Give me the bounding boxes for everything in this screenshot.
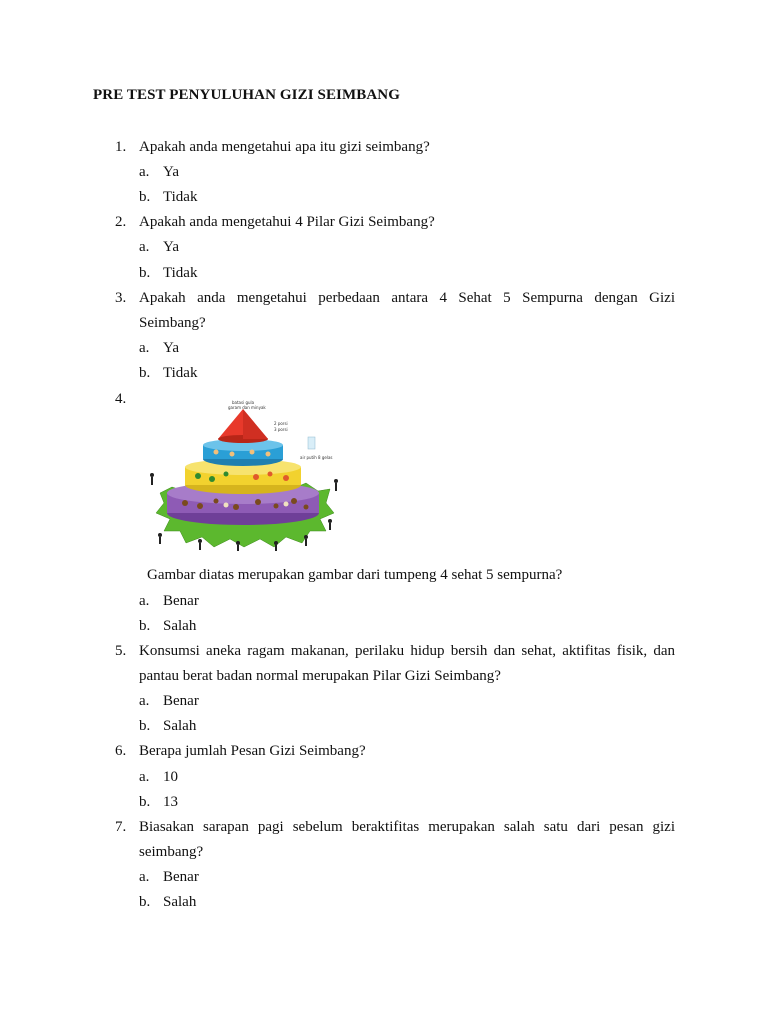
option-letter: a. bbox=[139, 164, 150, 180]
question-6-text: Berapa jumlah Pesan Gizi Seimbang? bbox=[139, 743, 366, 759]
option-text: 10 bbox=[163, 769, 178, 785]
option-letter: a. bbox=[139, 340, 150, 356]
option-letter: a. bbox=[139, 593, 150, 609]
option-text: Salah bbox=[163, 894, 197, 910]
option-text: Ya bbox=[163, 239, 179, 255]
question-7-text-line2: seimbang? bbox=[139, 844, 204, 860]
question-4-caption: Gambar diatas merupakan gambar dari tumpeng 4 sehat 5 sempurna? bbox=[147, 567, 563, 583]
option-letter: a. bbox=[139, 869, 150, 885]
question-5-text-line2: pantau berat badan normal merupakan Pilar Gizi Seimbang? bbox=[139, 668, 501, 684]
document-title: PRE TEST PENYULUHAN GIZI SEIMBANG bbox=[93, 87, 400, 103]
option-text: Benar bbox=[163, 693, 199, 709]
svg-text:3 porsi: 3 porsi bbox=[274, 427, 288, 432]
question-3-text-line2: Seimbang? bbox=[139, 315, 206, 331]
question-1-number: 1. bbox=[115, 139, 127, 155]
question-4-number: 4. bbox=[115, 391, 127, 407]
option-letter: b. bbox=[139, 265, 151, 281]
option-text: Tidak bbox=[163, 189, 198, 205]
option-letter: b. bbox=[139, 189, 151, 205]
question-7-number: 7. bbox=[115, 819, 127, 835]
option-text: Benar bbox=[163, 593, 199, 609]
option-letter: b. bbox=[139, 794, 151, 810]
question-5-number: 5. bbox=[115, 643, 127, 659]
question-3-number: 3. bbox=[115, 290, 127, 306]
option-text: 13 bbox=[163, 794, 178, 810]
option-text: Salah bbox=[163, 618, 197, 634]
option-letter: b. bbox=[139, 365, 151, 381]
question-3-text-line1: Apakah anda mengetahui perbedaan antara 4 Sehat 5 Sempurna dengan Gizi bbox=[139, 290, 675, 306]
option-text: Ya bbox=[163, 340, 179, 356]
svg-text:air putih 8 gelas: air putih 8 gelas bbox=[300, 455, 333, 460]
option-text: Ya bbox=[163, 164, 179, 180]
option-text: Tidak bbox=[163, 265, 198, 281]
svg-text:2 porsi: 2 porsi bbox=[274, 421, 288, 426]
svg-text:batasi gula: batasi gula bbox=[232, 400, 255, 405]
option-letter: b. bbox=[139, 618, 151, 634]
option-letter: b. bbox=[139, 718, 151, 734]
tumpeng-gizi-seimbang-image bbox=[140, 397, 346, 553]
question-5-text-line1: Konsumsi aneka ragam makanan, perilaku hidup bersih dan sehat, aktifitas fisik, dan bbox=[139, 643, 675, 659]
option-letter: a. bbox=[139, 239, 150, 255]
question-7-text-line1: Biasakan sarapan pagi sebelum beraktifitas merupakan salah satu dari pesan gizi bbox=[139, 819, 675, 835]
option-text: Salah bbox=[163, 718, 197, 734]
option-text: Tidak bbox=[163, 365, 198, 381]
question-2-number: 2. bbox=[115, 214, 127, 230]
question-2-text: Apakah anda mengetahui 4 Pilar Gizi Seimbang? bbox=[139, 214, 435, 230]
option-letter: b. bbox=[139, 894, 151, 910]
option-letter: a. bbox=[139, 693, 150, 709]
option-text: Benar bbox=[163, 869, 199, 885]
question-6-number: 6. bbox=[115, 743, 127, 759]
question-1-text: Apakah anda mengetahui apa itu gizi seimbang? bbox=[139, 139, 430, 155]
svg-text:garam dan minyak: garam dan minyak bbox=[228, 405, 266, 410]
option-letter: a. bbox=[139, 769, 150, 785]
